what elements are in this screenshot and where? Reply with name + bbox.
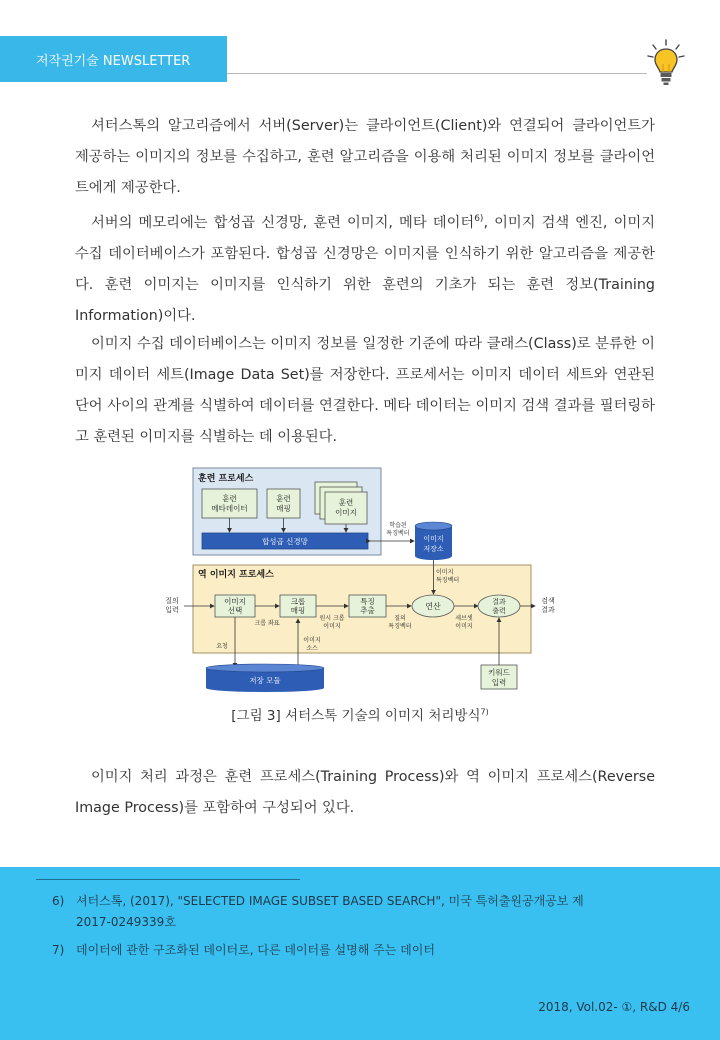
svg-text:저장소: 저장소 <box>423 545 444 553</box>
svg-text:이미지: 이미지 <box>335 508 357 517</box>
svg-text:소스: 소스 <box>306 645 318 652</box>
svg-text:특징벡터: 특징벡터 <box>436 577 460 584</box>
svg-text:이미지: 이미지 <box>224 597 246 606</box>
svg-text:메타데이터: 메타데이터 <box>211 504 248 513</box>
svg-text:매핑: 매핑 <box>276 504 291 513</box>
body-paragraph-2: 서버의 메모리에는 합성곱 신경망, 훈련 이미지, 메타 데이터$^{6)}$, 이미지 검색 엔진, 이미지 수집 데이터베이스가 포함된다. 합성곱 신경망은 이미지를 인식하기 위한 알고리즘을 제공한다. 훈련 이미지는 이미지를 인식하기 위한 훈련의 기초가 되는 훈련 정보(Training Information)이다. <box>75 214 655 324</box>
svg-text:키워드: 키워드 <box>488 668 510 677</box>
training-process-title: 훈련 프로세스 <box>198 474 254 484</box>
svg-text:추출: 추출 <box>360 606 375 615</box>
lightbulb-icon <box>645 38 687 88</box>
svg-text:학습된: 학습된 <box>389 522 407 529</box>
svg-text:입력: 입력 <box>491 678 507 687</box>
header-rule <box>227 73 647 74</box>
image-processing-diagram <box>160 462 560 700</box>
svg-text:결과: 결과 <box>541 606 555 614</box>
image-store-cylinder <box>415 522 452 560</box>
svg-text:이미지: 이미지 <box>436 569 454 576</box>
svg-text:저장 모듈: 저장 모듈 <box>249 676 281 685</box>
svg-text:원시 크롭: 원시 크롭 <box>319 615 345 622</box>
svg-text:크롭: 크롭 <box>290 597 306 606</box>
svg-text:이미지: 이미지 <box>323 623 341 630</box>
svg-text:특징벡터: 특징벡터 <box>388 623 412 630</box>
footnote-ref-6[interactable]: 6) <box>474 214 484 224</box>
svg-text:연산: 연산 <box>425 602 441 611</box>
footnote-ref-7[interactable]: 7) <box>480 707 489 717</box>
svg-text:출력: 출력 <box>492 607 506 615</box>
svg-text:매핑: 매핑 <box>290 606 306 615</box>
svg-text:질의: 질의 <box>165 597 179 605</box>
figure-caption: [그림 3] 셔터스톡 기술의 이미지 처리방식$^{7)}$ <box>231 707 489 724</box>
svg-text:훈련: 훈련 <box>338 498 354 507</box>
svg-text:크롭 좌표: 크롭 좌표 <box>254 620 280 627</box>
body-paragraph-1: 셔터스톡의 알고리즘에서 서버(Server)는 클라이언트(Client)와 연결되어 클라이언트가 제공하는 이미지의 정보를 수집하고, 훈련 알고리즘을 이용해 처리된 이미지 정보를 클라이언트에게 제공한다. <box>75 118 655 196</box>
newsletter-header <box>0 36 227 82</box>
body-paragraph-3: 이미지 수집 데이터베이스는 이미지 정보를 일정한 기준에 따라 클래스(Class)로 분류한 이미지 데이터 세트(Image Data Set)를 저장한다. 프로세서는 이미지 데이터 세트와 연관된 단어 사이의 관계를 식별하여 데이터를 연결한다. 메타 데이터는 이미지 검색 결과를 필터링하고 훈련된 이미지를 식별하는 데 이용된다. <box>75 336 655 445</box>
svg-text:요청: 요청 <box>216 643 228 650</box>
storage-module-cylinder <box>206 664 324 692</box>
footnote-7: 7) 데이터에 관한 구조화된 데이터로, 다른 데이터를 설명해 주는 데이터 <box>52 943 435 957</box>
svg-text:이미지: 이미지 <box>423 535 444 543</box>
page-info: 2018, Vol.02- ①, R&D 4/6 <box>538 1000 690 1014</box>
svg-text:이미지: 이미지 <box>455 623 473 630</box>
body-paragraph-4: 이미지 처리 과정은 훈련 프로세스(Training Process)와 역 이미지 프로세스(Reverse Image Process)를 포함하여 구성되어 있다. <box>75 769 655 816</box>
footnote-area <box>0 867 720 1040</box>
footnote-6: 6) 셔터스톡, (2017), "SELECTED IMAGE SUBSET BASED SEARCH", 미국 특허출원공개공보 제2017-0249339호 <box>52 894 584 929</box>
svg-text:질의: 질의 <box>394 615 406 622</box>
svg-text:선택: 선택 <box>227 606 243 615</box>
reverse-process-title: 역 이미지 프로세스 <box>198 570 274 580</box>
svg-text:특징: 특징 <box>360 597 375 606</box>
svg-text:이미지: 이미지 <box>303 637 321 644</box>
svg-text:합성곱 신경망: 합성곱 신경망 <box>262 537 308 546</box>
svg-text:훈련: 훈련 <box>276 494 291 503</box>
svg-text:세브셋: 세브셋 <box>455 615 473 622</box>
svg-text:특징벡터: 특징벡터 <box>386 530 410 537</box>
svg-text:검색: 검색 <box>541 597 555 605</box>
svg-text:입력: 입력 <box>165 606 179 614</box>
newsletter-title: 저작권기술 NEWSLETTER <box>36 53 191 69</box>
svg-text:훈련: 훈련 <box>222 494 237 503</box>
svg-text:결과: 결과 <box>492 598 506 606</box>
footnote-divider <box>36 879 300 880</box>
